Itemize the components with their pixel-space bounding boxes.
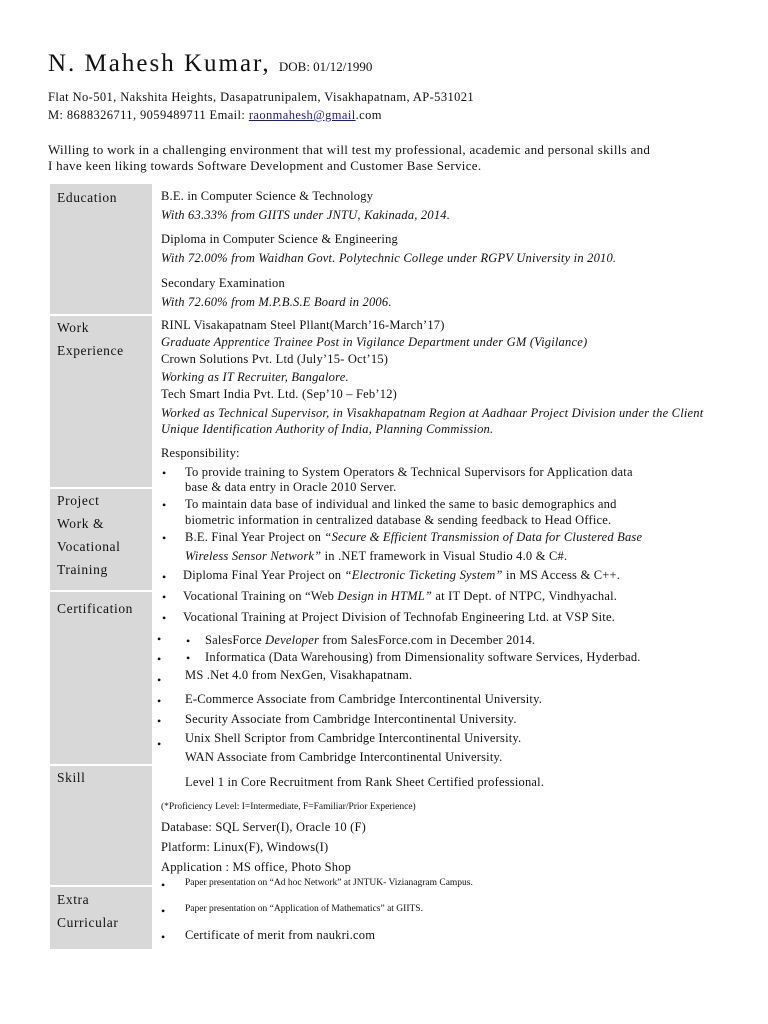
cert-1-suffix: from SalesForce.com in December 2014. [319, 633, 536, 647]
work-job3-detail-1: Worked as Technical Supervisor, in Visakhapatnam Region at Aadhaar Project Division under the Client [161, 406, 704, 420]
skill-database: Database: SQL Server(I), Oracle 10 (F) [161, 820, 366, 834]
skill-proficiency-note: (*Proficiency Level: I=Intermediate, F=Familiar/Prior Experience) [161, 802, 416, 812]
education-be-title: B.E. in Computer Science & Technology [161, 189, 374, 203]
work-job3-detail-2: Unique Identification Authority of India, Planning Commission. [161, 422, 494, 436]
section-label-project: Project [57, 493, 100, 508]
project-1-line-1 [185, 530, 642, 545]
address-line: Flat No-501, Nakshita Heights, Dasapatrunipalem, Visakhapatnam, AP-531021 [48, 90, 475, 104]
extra-3: Certificate of merit from naukri.com [185, 928, 376, 942]
dob-text: DOB: 01/12/1990 [278, 59, 373, 74]
section-label-vocational: Vocational [57, 539, 121, 554]
separator [50, 885, 152, 887]
bullet: • [161, 878, 166, 892]
email-link[interactable]: raonmahesh@gmail [248, 108, 356, 122]
candidate-name [48, 50, 372, 78]
education-diploma-detail: With 72.00% from Waidhan Govt. Polytechnic College under RGPV University in 2010. [161, 251, 617, 265]
skill-platform: Platform: Linux(F), Windows(I) [161, 840, 329, 854]
project-1-suffix: in .NET framework in Visual Studio 4.0 & C#. [321, 549, 568, 563]
name-text: N. Mahesh Kumar, [48, 50, 271, 77]
project-1-title-cont: Wireless Sensor Network” [185, 549, 322, 563]
education-diploma-title: Diploma in Computer Science & Engineering [161, 232, 398, 246]
project-1-line-2 [185, 549, 567, 564]
cert-1-italic: Developer [265, 633, 320, 647]
cert-3: MS .Net 4.0 from NexGen, Visakhapatnam. [185, 668, 413, 682]
responsibility-2-line-1: To maintain data base of individual and linked the same to basic demographics and [185, 497, 617, 511]
email-suffix: .com [355, 108, 382, 122]
project-2-prefix: Diploma Final Year Project on [183, 568, 345, 582]
work-job1-detail: Graduate Apprentice Trainee Post in Vigilance Department under GM (Vigilance) [161, 335, 588, 349]
work-responsibility-heading: Responsibility: [161, 446, 240, 460]
bullet: • [157, 632, 162, 646]
section-label-project-work: Work & [57, 516, 105, 531]
bullet: • [157, 714, 162, 728]
work-job2-detail: Working as IT Recruiter, Bangalore. [161, 370, 349, 384]
separator [50, 590, 152, 592]
project-4: Vocational Training at Project Division of Technofab Engineering Ltd. at VSP Site. [183, 610, 616, 624]
bullet: • [162, 498, 167, 512]
education-be-detail: With 63.33% from GIITS under JNTU, Kakinada, 2014. [161, 208, 451, 222]
project-3 [183, 589, 617, 604]
education-secondary-title: Secondary Examination [161, 276, 285, 290]
project-2-title: “Electronic Ticketing System” [344, 568, 503, 582]
bullet: • [161, 930, 166, 944]
project-2-suffix: in MS Access & C++. [502, 568, 621, 582]
cert-7: WAN Associate from Cambridge Intercontinental University. [185, 750, 503, 764]
bullet: • [161, 904, 166, 918]
cert-8: Level 1 in Core Recruitment from Rank Sheet Certified professional. [185, 775, 545, 789]
bullet: • [157, 673, 162, 687]
project-3-prefix: Vocational Training on “Web [183, 589, 338, 603]
bullet: • [157, 652, 162, 666]
objective-line-2: I have keen liking towards Software Development and Customer Base Service. [48, 158, 482, 173]
bullet: • [162, 590, 167, 604]
bullet: • [162, 570, 167, 584]
skill-application: Application : MS office, Photo Shop [161, 860, 352, 874]
project-3-title: Design in HTML” [337, 589, 433, 603]
responsibility-2-line-2: biometric information in centralized database & sending feedback to Head Office. [185, 513, 612, 527]
cert-6: Unix Shell Scriptor from Cambridge Intercontinental University. [185, 731, 522, 745]
responsibility-1-line-1: To provide training to System Operators & Technical Supervisors for Application data [185, 465, 633, 479]
contact-prefix: M: 8688326711, 9059489711 Email: [48, 108, 249, 122]
project-2 [183, 568, 620, 583]
work-job3-title: Tech Smart India Pvt. Ltd. (Sep’10 – Feb’12) [161, 387, 398, 401]
work-job1-title: RINL Visakapatnam Steel Pllant(March’16-March’17) [161, 318, 445, 332]
cert-1-prefix: SalesForce [205, 633, 266, 647]
work-job2-title: Crown Solutions Pvt. Ltd (July’15- Oct’15) [161, 352, 389, 366]
section-label-certification: Certification [57, 601, 134, 616]
project-3-suffix: at IT Dept. of NTPC, Vindhyachal. [432, 589, 618, 603]
bullet: • [157, 694, 162, 708]
cert-5: Security Associate from Cambridge Intercontinental University. [185, 712, 517, 726]
section-label-curricular: Curricular [57, 915, 119, 930]
section-label-training: Training [57, 562, 108, 577]
objective-line-1: Willing to work in a challenging environment that will test my professional, academic and personal skills and [48, 142, 651, 157]
cert-2: Informatica (Data Warehousing) from Dimensionality software Services, Hyderbad. [205, 650, 641, 664]
extra-1: Paper presentation on “Ad hoc Network” at JNTUK- Vizianagram Campus. [185, 878, 473, 888]
responsibility-1-line-2: base & data entry in Oracle 2010 Server. [185, 480, 397, 494]
bullet: • [157, 737, 162, 751]
bullet: • [186, 634, 191, 648]
extra-2: Paper presentation on “Application of Mathematics” at GIITS. [185, 904, 423, 914]
section-label-skill: Skill [57, 770, 86, 785]
bullet: • [162, 466, 167, 480]
bullet: • [186, 651, 191, 665]
bullet: • [162, 611, 167, 625]
project-1-prefix: B.E. Final Year Project on [185, 530, 325, 544]
contact-line [48, 108, 382, 123]
section-label-work: Work [57, 320, 90, 335]
bullet: • [162, 531, 167, 545]
cert-1 [205, 633, 535, 648]
section-label-extra: Extra [57, 892, 90, 907]
cert-4: E-Commerce Associate from Cambridge Intercontinental University. [185, 692, 543, 706]
project-1-title: “Secure & Efficient Transmission of Data for Clustered Base [324, 530, 643, 544]
section-label-experience: Experience [57, 343, 124, 358]
education-secondary-detail: With 72.60% from M.P.B.S.E Board in 2006. [161, 295, 392, 309]
section-label-education: Education [57, 190, 118, 205]
